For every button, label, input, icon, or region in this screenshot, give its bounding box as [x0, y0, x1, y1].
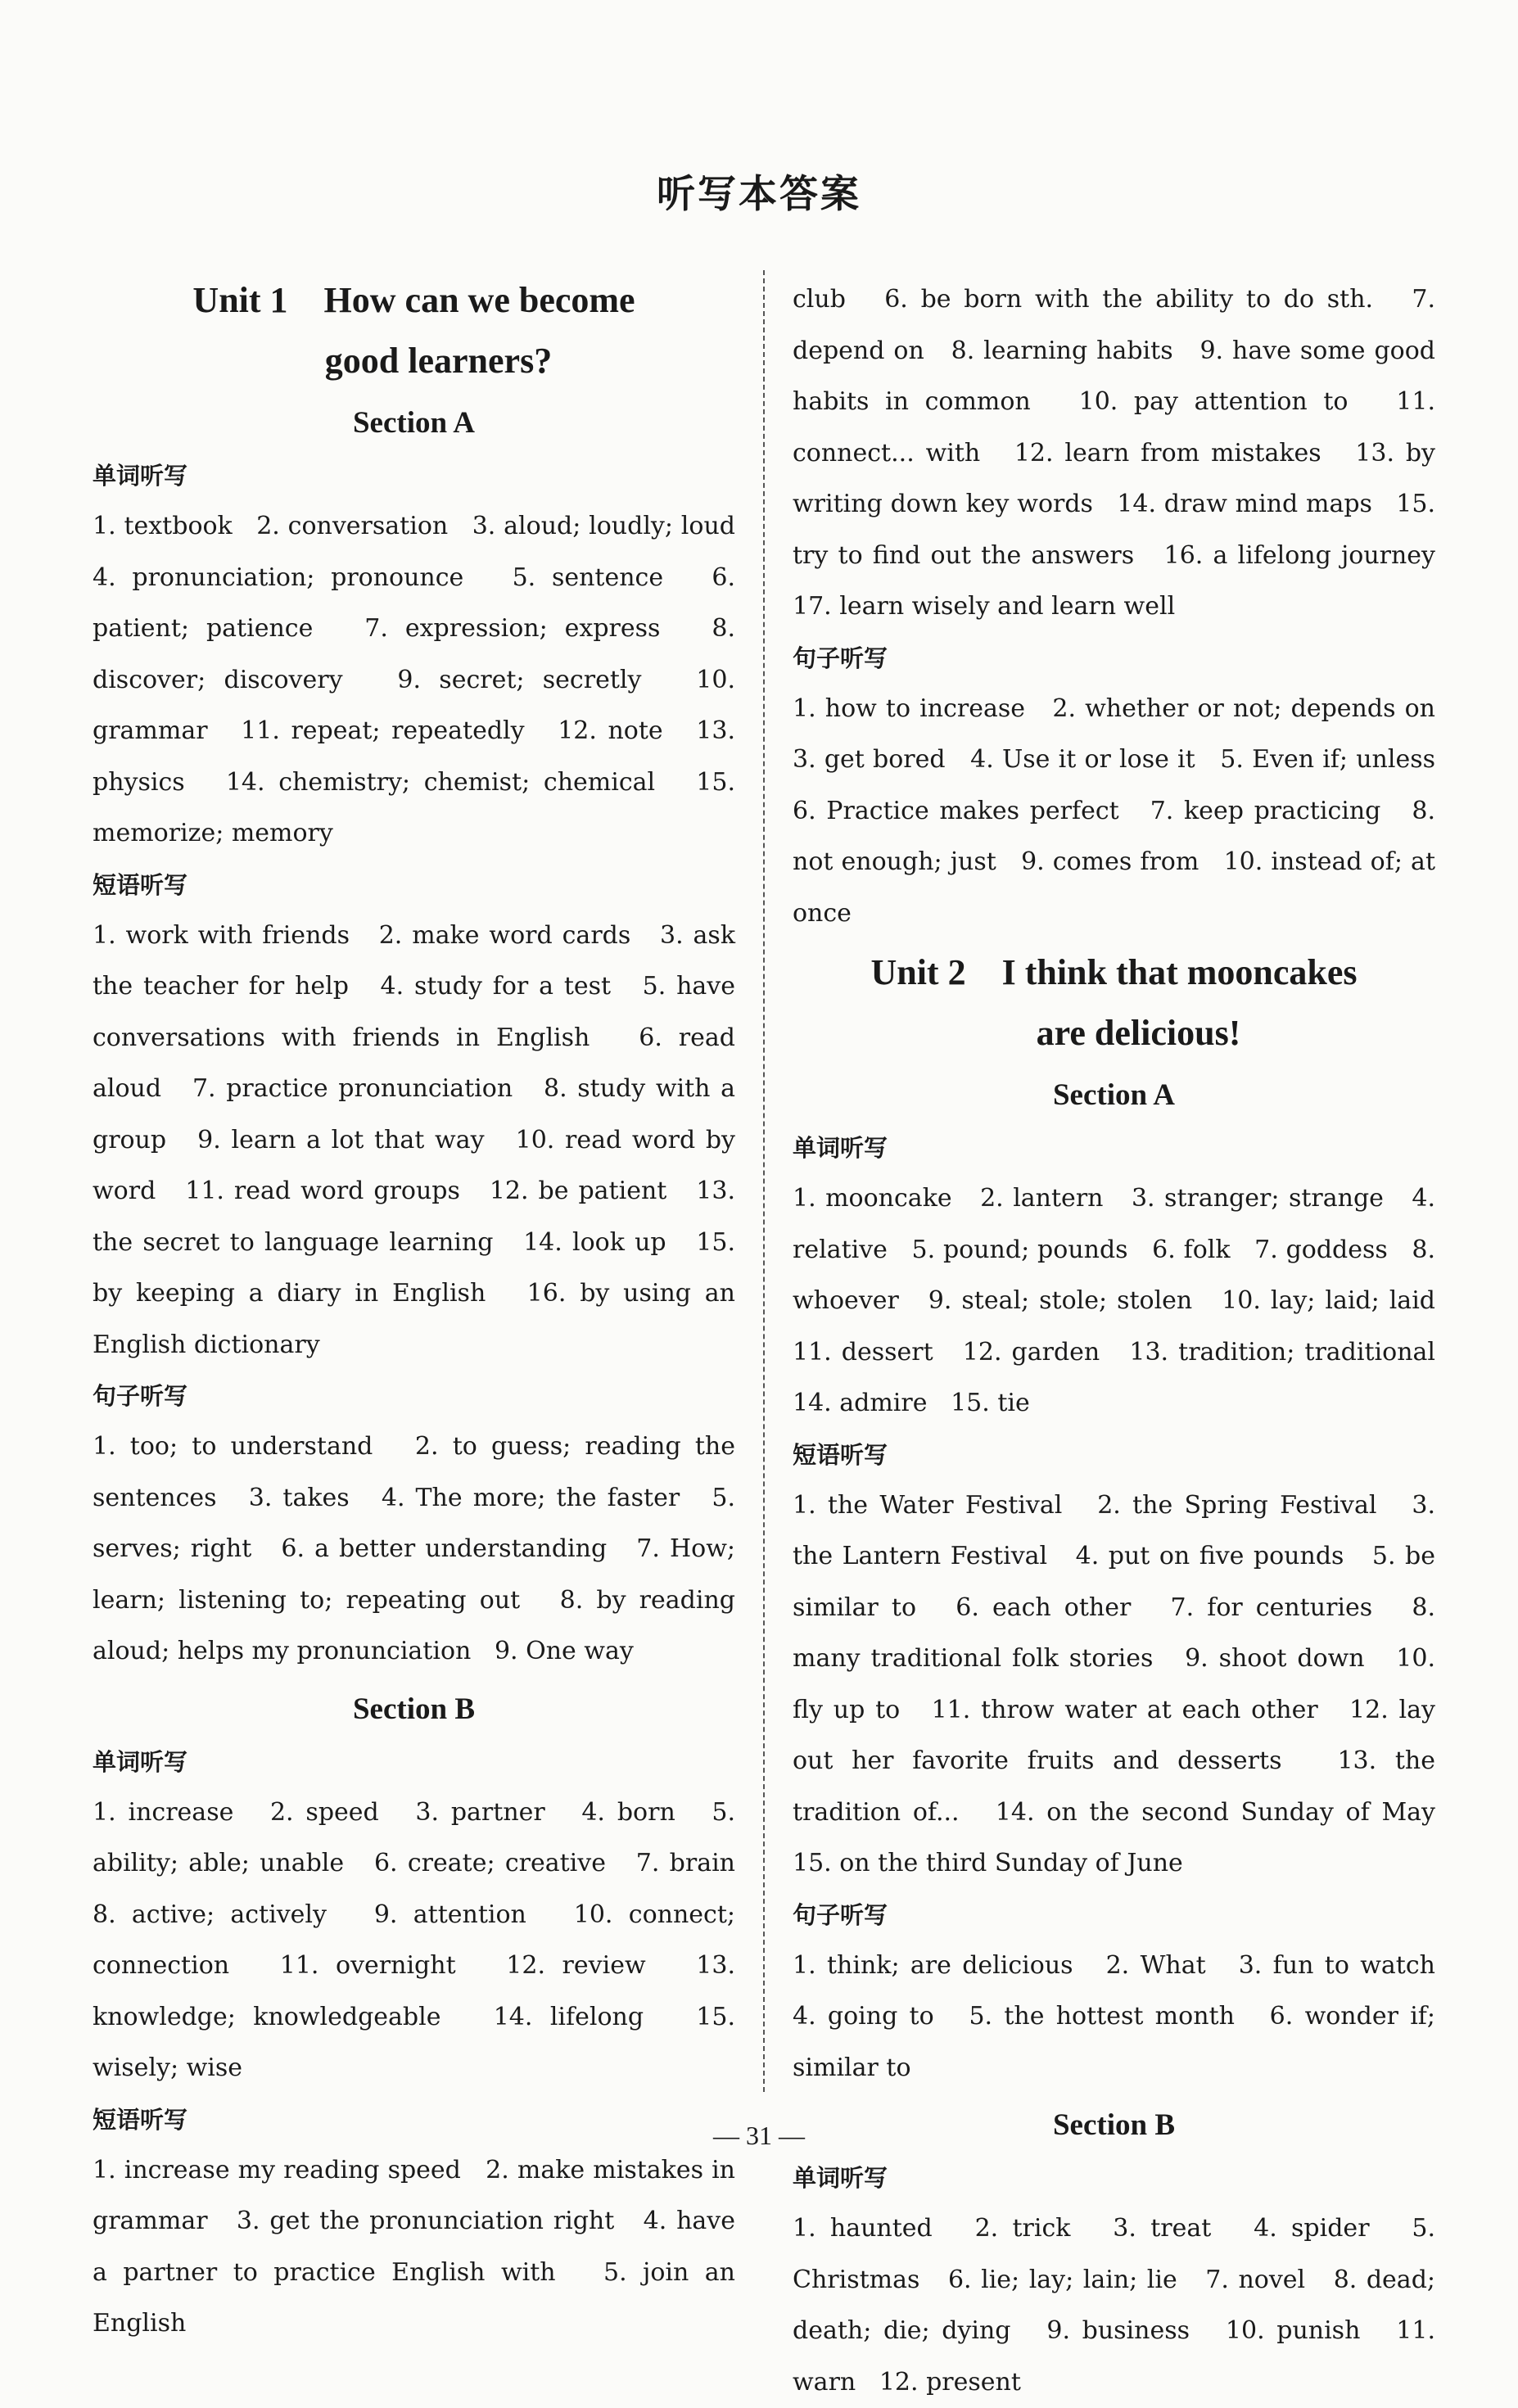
unit-1-b-sentences: 1. how to increase 2. whether or not; depends on 3. get bored 4. Use it or lose it 5. Even if; unless 6. Practice makes perfect 7. keep practicing 8. not enough; just 9. comes from 10. instead of; at once	[793, 693, 1459, 928]
page-number: — 31 —	[713, 2121, 805, 2150]
unit-2-section-a-title: Section A	[1052, 1078, 1176, 1112]
unit-1-section-a-title: Section A	[352, 406, 476, 440]
unit-1-b-phrases-label: 短语听写	[93, 2105, 188, 2134]
unit-1-b-phrases: 1. increase my reading speed 2. make mistakes in grammar 3. get the pronunciation right 4. have a partner to practice English with 5. join an English	[93, 2155, 743, 2338]
unit-2-title-line2: are delicious!	[1036, 1013, 1241, 1053]
unit-2-a-words: 1. mooncake 2. lantern 3. stranger; strange 4. relative 5. pound; pounds 6. folk 7. goddess 8. whoever 9. steal; stole; stolen 10. lay; laid; laid 11. dessert 12. garden 13. tradition; traditional 14. admire 15. tie	[793, 1184, 1459, 1417]
unit-1-a-phrases-label: 短语听写	[93, 870, 188, 899]
unit-1-a-words: 1. textbook 2. conversation 3. aloud; loudly; loud 4. pronunciation; pronounce 5. sentence 6. patient; patience 7. expression; express 8. discover; discovery 9. secret; secretly 10. grammar 11. repeat; repeatedly 12. note 13. physics 14. chemistry; chemist; chemical 15. memorize; memory	[93, 512, 759, 847]
unit-2-title-line1: Unit 2 I think that mooncakes	[870, 952, 1358, 992]
unit-2-section-b-title: Section B	[1052, 2108, 1176, 2142]
unit-2-a-phrases: 1. the Water Festival 2. the Spring Festival 3. the Lantern Festival 4. put on five pounds 5. be similar to 6. each other 7. for centuries 8. many traditional folk stories 9. shoot down 10. fly up to 11. throw water at each other 12. lay out her favorite fruits and desserts 13. the tradition of... 14. on the second Sunday of May 15. on the third Sunday of June	[793, 1490, 1459, 1877]
unit-2-a-words-label: 单词听写	[793, 1134, 888, 1162]
unit-1-b-words: 1. increase 2. speed 3. partner 4. born 5. ability; able; unable 6. create; creative 7. brain 8. active; actively 9. attention 10. connect; connection 11. overnight 12. review 13. knowledge; knowledgeable 14. lifelong 15. wisely; wise	[93, 1797, 759, 2082]
unit-1-title	[93, 270, 735, 391]
unit-1-b-sentences-label: 句子听写	[793, 644, 888, 672]
right-column	[793, 274, 1459, 2408]
unit-2-b-words-label: 单词听写	[793, 2164, 888, 2192]
unit-2-a-phrases-label: 短语听写	[793, 1440, 888, 1469]
unit-1-b-words-label: 单词听写	[93, 1747, 188, 1776]
unit-1-a-sentences-label: 句子听写	[93, 1382, 188, 1410]
unit-2-title	[793, 942, 1435, 1064]
unit-2-b-words: 1. haunted 2. trick 3. treat 4. spider 5. Christmas 6. lie; lay; lain; lie 7. novel 8. dead; death; die; dying 9. business 10. punish 11. warn 12. present	[793, 2214, 1443, 2397]
page-title: 听写本答案	[657, 172, 861, 217]
column-divider	[763, 270, 765, 2092]
unit-2-a-sentences: 1. think; are delicious 2. What 3. fun to watch 4. going to 5. the hottest month 6. wonder if; similar to	[793, 1950, 1459, 2082]
unit-1-a-sentences: 1. too; to understand 2. to guess; reading the sentences 3. takes 4. The more; the faster 5. serves; right 6. a better understanding 7. How; learn; listening to; repeating out 8. by reading aloud; helps my pronunciation 9. One way	[93, 1432, 743, 1665]
unit-1-a-words-label: 单词听写	[93, 462, 188, 490]
unit-2-a-sentences-label: 句子听写	[793, 1900, 888, 1929]
unit-1-title-line1: Unit 1 How can we become	[192, 280, 635, 320]
unit-1-b-phrases-continued: club 6. be born with the ability to do sth. 7. depend on 8. learning habits 9. have some good habits in common 10. pay attention to 11. connect... with 12. learn from mistakes 13. by writing down key words 14. draw mind maps 15. try to find out the answers 16. a lifelong journey 17. learn wisely and learn well	[793, 285, 1459, 621]
unit-1-a-phrases: 1. work with friends 2. make word cards 3. ask the teacher for help 4. study for a test 5. have conversations with friends in English 6. read aloud 7. practice pronunciation 8. study with a group 9. learn a lot that way 10. read word by word 11. read word groups 12. be patient 13. the secret to language learning 14. look up 15. by keeping a diary in English 16. by using an English dictionary	[93, 920, 743, 1359]
unit-1-section-b-title: Section B	[352, 1692, 476, 1726]
unit-1-title-line2: good learners?	[324, 341, 553, 381]
